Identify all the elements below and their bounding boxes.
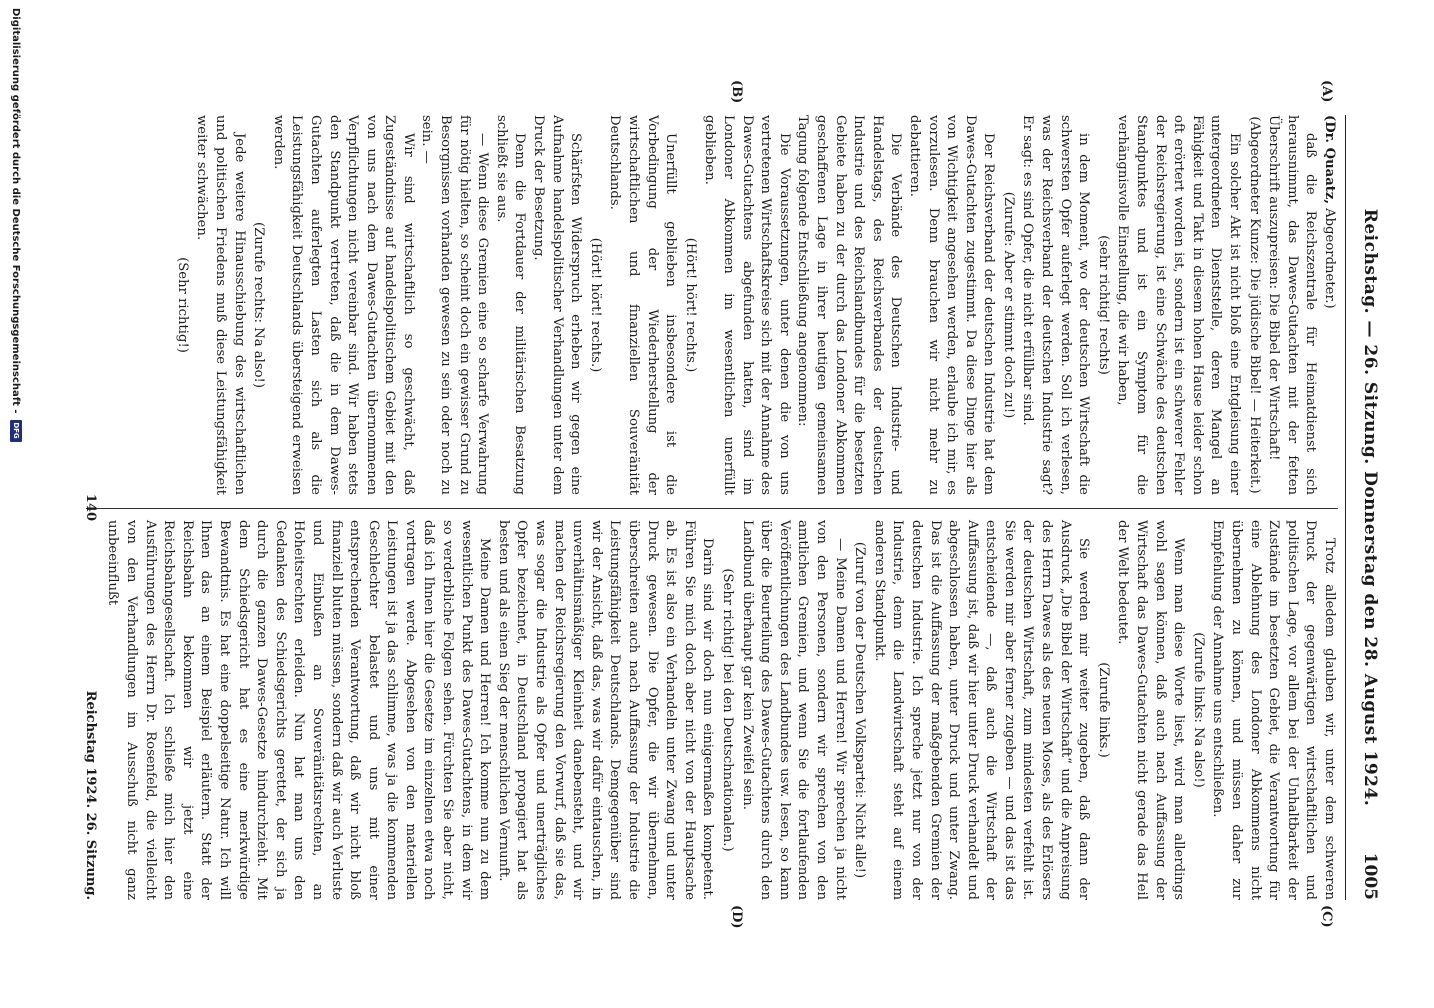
paragraph: Der Reichsverband der deutschen Industrie hat dem Dawes-Gutachten zugestimmt. Da diese Dinge hier als von Wichtigkeit angesehen werden, erlaube ich mir, es vorzulesen. Denn brauchen wir nicht mehr zu debattieren. xyxy=(906,115,997,495)
interjection: (Zurufe: Aber er stimmt doch zu!) xyxy=(1000,191,1016,419)
interjection: (Zurufe rechts: Na also!) xyxy=(251,222,267,388)
paragraph: Wir sind wirtschaftlich so geschwächt, daß Zugeständnisse auf handelspolitischem Gebiet mit den von uns nach dem Dawes-Gutachten übernommenen Verpflichtungen nicht vereinbar sind. Wir haben stets den Standpunkt vertreten, daß die in dem Dawes-Gutachten auferlegten Lasten sich als die Leistungsfähigkeit Deutschlands übersteigend erweisen werden. xyxy=(270,115,416,495)
right-column xyxy=(103,520,1338,900)
interjection: (Sehr richtig! bei den Deutschnationalen.) xyxy=(720,568,735,852)
speaker-name: (Dr. Quaatz, xyxy=(1322,115,1337,204)
paragraph: Jede weitere Hinausschiebung des wirtschaftlichen und politischen Friedens muß diese Leistungsfähigkeit weiter schwächen. xyxy=(194,115,247,495)
paragraph: daß die Reichszentrale für Heimatdienst sich herausnimmt, das Dawes-Gutachten mit der fetten Überschrift auszupreisen: Die Bibel der Wirtschaft! xyxy=(1266,115,1319,495)
left-column xyxy=(171,115,1338,495)
paragraph: — Meine Damen und Herren! Wir sprechen ja nicht von den Personen, sondern wir sprechen von den amtlichen Gremien, und wenn Sie die fortlaufenden Veröffentlichungen des Landbundes usw. lesen, so kann über die Beurteilung des Dawes-Gutachtens durch den Landbund überhaupt gar kein Zweifel sein. xyxy=(739,520,848,900)
interjection: (Zurufe links.) xyxy=(1095,662,1111,758)
paragraph: Schärfsten Widerspruch erheben wir gegen eine Aufnahme handelspolitischer Verhandlungen unter dem Druck der Besetzung. xyxy=(531,115,584,495)
interjection: (sehr richtig! rechts) xyxy=(1095,235,1111,375)
paragraph: Sie werden mir weiter zugeben, daß dann der Ausdruck „Die Bibel der Wirtschaft“ und die Anpreisung des Herrn Dawes als des neuen Moses, als des Erlösers der deutschen Wirtschaft, zum mindesten verfehlt ist. Sie werden mir aber ferner zugeben — und das ist das entscheidende —, daß auch die Wirtschaft der Auffassung ist, daß wir hier unter Druck verhandelt und abgeschlossen haben, unter Druck und unter Zwang. Das ist die Auffassung der maßgebenden Gremien der deutschen Industrie. Ich spreche jetzt nur von der Industrie, denn die Landwirtschaft steht auf einem anderen Standpunkt. xyxy=(871,520,1092,900)
column-divider xyxy=(86,508,1338,509)
paragraph: Darin sind wir doch nun einigermaßen kompetent. Führen Sie mich doch aber nicht von der Hauptsache ab. Es ist also ein Verhandeln unter Zwang und unter Druck gewesen. Die Opfer, die wir übernehmen, überschreiten auch nach Auffassung der Industrie die Leistungsfähigkeit Deutschlands. Demgegenüber sind wir der Ansicht, daß das, was wir dafür eintauschen, in unverhältnismäßiger Kleinheit danebensteht, und wir machen der Reichsregierung den Vorwurf, daß sie das, was sogar die Industrie als Opfer und unerträgliches Opfer bezeichnet, in Deutschland propagiert hat als besten und als einen Sieg der menschlichen Vernunft. xyxy=(495,520,716,900)
paragraph: — Wenn diese Gremien eine so scharfe Verwahrung für nötig hielten, so scheint doch ein gewisser Grund zu Besorgnissen vorhanden gewesen zu sein oder noch zu sein. — xyxy=(419,115,491,495)
paragraph: Ein solcher Akt ist nicht bloß eine Entgleisung einer untergeordneten Dienststelle, deren Mangel an Fähigkeit und Takt in diesem hohen Hause leider schon oft erörtert worden ist, sondern ist ein schwerer Fehler der Reichsregierung, ist eine Schwäche des deutschen Standpunktes und ist ein Symptom für die verhängnisvolle Einstellung, die wir haben, xyxy=(1115,115,1243,495)
footer-page-number: 140 xyxy=(83,493,98,522)
interjection: (Hört! hört! rechts.) xyxy=(682,237,698,373)
margin-letter-b: (B) xyxy=(729,80,744,104)
margin-letter-c: (C) xyxy=(1319,905,1334,928)
interjection: (Abgeordneter Kunze: Die jüdische Bibel! — Heiterkeit.) xyxy=(1246,116,1262,494)
header-title: Reichstag. — 26. Sitzung. Donnerstag den 28. August 1924. xyxy=(1360,208,1380,807)
paragraph: Meine Damen und Herren! Ich komme nun zu dem wesentlichen Punkt des Dawes-Gutachtens, in dem wir so verderbliche Folgen sehen. Fürchten Sie aber nicht, daß ich Ihnen hier die Gesetze im einzelnen etwa noch vortragen werde. Abgesehen von den materiellen Leistungen ist ja das schlimme, was ja die kommenden Geschlechter belastet und uns mit einer entsprechenden Verantwortung, daß wir nicht bloß finanziell bluten müssen, sondern daß wir auch Verluste und Einbußen an Souveränitätsrechten, an Hoheitsrechten erleiden. Nun hat man uns den Gedanken des Schiedsgerichts gerettet, der sich ja durch die ganzen Dawes-Gesetze hindurchzieht. Mit dem Schiedsgericht hat es eine merkwürdige Bewandtnis. Es hat eine doppelseitige Natur. Ich will Ihnen das an einem Beispiel erläutern. Statt der Reichsbahn bekommen wir jetzt eine Reichsbahngesellschaft. Ich schließe mich hier den Ausführungen des Herrn Dr. Rosenfeld, die vielleicht von den Verhandlungen im Ausschuß nicht ganz unbeeinflußt xyxy=(105,520,493,900)
paragraph: Wenn man diese Worte liest, wird man allerdings wohl sagen können, daß auch nach Auffassung der Wirtschaft das Dawes-Gutachten nicht gerade das Heil der Welt bedeutet. xyxy=(1115,520,1187,900)
speaker-role: Abgeordneter.) xyxy=(1322,208,1337,309)
margin-letter-a: (A) xyxy=(1319,80,1334,103)
digitization-credit xyxy=(10,0,22,1008)
paragraph: in dem Moment, wo der deutschen Wirtschaft die schwersten Opfer auferlegt werden. Soll ich verlesen, was der Reichsverband der deutschen Industrie sagt? Er sagt: es sind Opfer, die nicht erfüllbar sind. xyxy=(1020,115,1092,495)
interjection: (Zuruf von der Deutschen Volkspartei: Nicht alle!) xyxy=(852,541,868,879)
footer-signature: Reichstag 1924. 26. Sitzung. xyxy=(83,690,98,900)
interjection: (Hört! hört! rechts.) xyxy=(587,237,603,373)
paragraph: Denn die Fortdauer der militärischen Besatzung schließt sie aus. xyxy=(493,115,528,495)
page-footer xyxy=(74,115,98,900)
dfg-logo-icon: DFG xyxy=(10,420,22,442)
page-header xyxy=(1345,115,1386,900)
header-page-number: 1005 xyxy=(1360,852,1380,900)
paragraph: Die Verbände des Deutschen Industrie- und Handelstags, des Reichsverbandes der deutschen Industrie und des Reichslandbundes für die besetzten Gebiete haben zu der durch das Londoner Abkommen geschaffenen Lage in ihrer heutigen gemeinsamen Tagung folgende Entschließung angenommen: xyxy=(795,115,904,495)
margin-letter-d: (D) xyxy=(729,905,744,929)
digitization-credit-text: Digitalisierung gefördert durch die Deutsche Forschungsgemeinschaft - xyxy=(10,8,22,414)
interjection: (Sehr richtig!) xyxy=(174,257,190,353)
speaker-line xyxy=(1319,115,1338,495)
paragraph: Die Voraussetzungen, unter denen die von uns vertretenen Wirtschaftskreise sich mit der Annahme des Dawes-Gutachtens abgefunden hatten, sind im Londoner Abkommen im wesentlichen unerfüllt geblieben. xyxy=(702,115,792,495)
paragraph: Unerfüllt geblieben insbesondere ist die Vorbedingung der Wiederherstellung der wirtschaftlichen und finanziellen Souveränität Deutschlands. xyxy=(607,115,679,495)
paragraph: Trotz alledem glauben wir, unter dem schweren Druck der gegenwärtigen wirtschaftlichen und politischen Lage, vor allem bei der Unhaltbarkeit der Zustände im besetzten Gebiet, die Verantwortung für eine Ablehnung des Londoner Abkommens nicht übernehmen zu können, und müssen daher zur Empfehlung der Annahme uns entschließen. xyxy=(1210,520,1337,900)
interjection: (Zurufe links: Na also!) xyxy=(1190,632,1206,788)
